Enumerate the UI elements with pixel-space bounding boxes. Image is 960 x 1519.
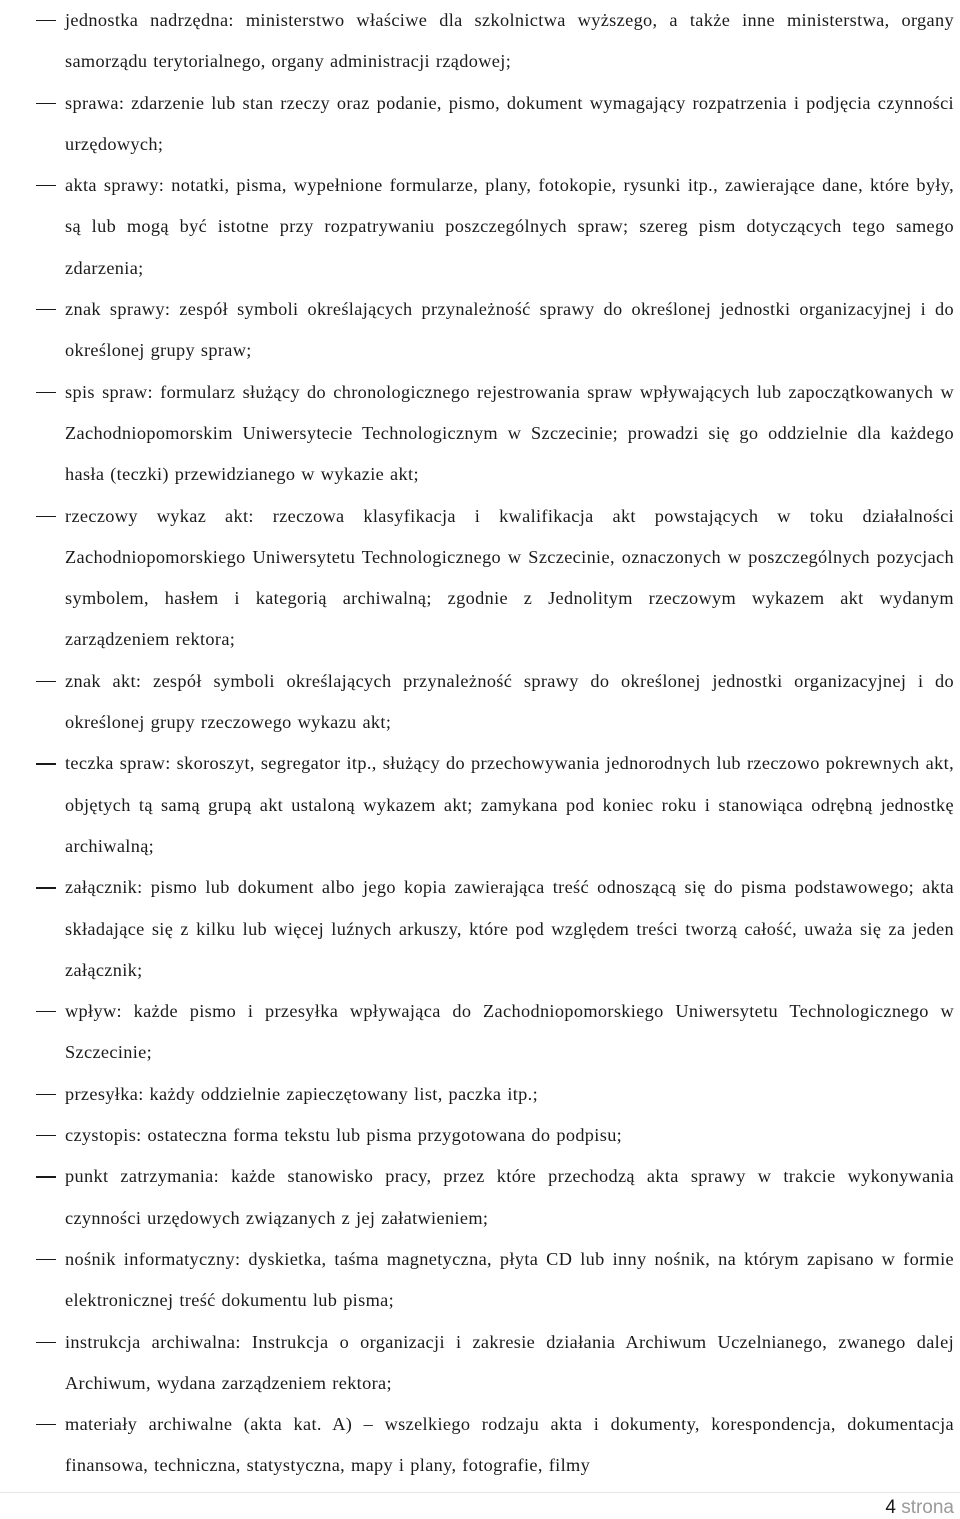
definition-text: przesyłka: każdy oddzielnie zapieczętowany list, paczka itp.; (65, 1083, 539, 1104)
dash-bullet (36, 1176, 56, 1177)
definition-text: teczka spraw: skoroszyt, segregator itp., służący do przechowywania jednorodnych lub rzeczowo pokrewnych akt, objętych tą samą grupą akt ustaloną wykazem akt; zamykana pod koniec roku i stanowiąca odrębną jednostkę archiwalną; (65, 753, 954, 856)
definition-item (0, 0, 960, 83)
dash-bullet (36, 1011, 56, 1012)
definition-text: załącznik: pismo lub dokument albo jego kopia zawierająca treść odnoszącą się do pisma podstawowego; akta składające się z kilku lub więcej luźnych arkuszy, które pod względem treści tworzą całość, uważa się za jeden załącznik; (65, 877, 954, 980)
definition-text: znak sprawy: zespół symboli określających przynależność sprawy do określonej jednostki organizacyjnej i do określonej grupy spraw; (65, 299, 954, 361)
dash-bullet (36, 763, 56, 764)
definition-item (0, 1156, 960, 1239)
definition-item (0, 867, 960, 991)
definition-text: nośnik informatyczny: dyskietka, taśma magnetyczna, płyta CD lub inny nośnik, na którym zapisano w formie elektronicznej treść dokumentu lub pisma; (65, 1248, 954, 1311)
definition-text: materiały archiwalne (akta kat. A) – wszelkiego rodzaju akta i dokumenty, korespondencja, dokumentacja finansowa, techniczna, statystyczna, mapy i plany, fotografie, filmy (65, 1414, 954, 1476)
dash-bullet (36, 1424, 56, 1425)
definition-text: rzeczowy wykaz akt: rzeczowa klasyfikacja i kwalifikacja akt powstających w toku działalności Zachodniopomorskiego Uniwersytetu Technologicznego w Szczecinie, oznaczonych w poszczególnych pozycjach symbolem, hasłem i kategorią archiwalną; zgodnie z Jednolitym rzeczowym wykazem akt wydanym zarządzeniem rektora; (65, 505, 954, 650)
definition-item (0, 661, 960, 744)
definition-item (0, 1115, 960, 1156)
definition-item (0, 1322, 960, 1405)
page-number-value: 4 (885, 1497, 896, 1518)
dash-bullet (36, 1135, 56, 1136)
definition-item (0, 991, 960, 1074)
definition-item (0, 1239, 960, 1322)
dash-bullet (36, 185, 56, 186)
dash-bullet (36, 1094, 56, 1095)
dash-bullet (36, 681, 56, 682)
definition-item (0, 1074, 960, 1115)
definition-item (0, 165, 960, 289)
definition-text: znak akt: zespół symboli określających przynależność sprawy do określonej jednostki organizacyjnej i do określonej grupy rzeczowego wykazu akt; (65, 670, 954, 733)
footer-divider (0, 1492, 960, 1493)
dash-bullet (36, 103, 56, 104)
page-number (885, 1497, 954, 1519)
definition-text: punkt zatrzymania: każde stanowisko pracy, przez które przechodzą akta sprawy w trakcie wykonywania czynności urzędowych związanych z jej załatwieniem; (65, 1166, 954, 1228)
page-number-label: strona (901, 1497, 954, 1518)
dash-bullet (36, 516, 56, 517)
dash-bullet (36, 1259, 56, 1260)
definition-text: spis spraw: formularz służący do chronologicznego rejestrowania spraw wpływających lub zapoczątkowanych w Zachodniopomorskim Uniwersytecie Technologicznym w Szczecinie; prowadzi się go oddzielnie dla każdego hasła (teczki) przewidzianego w wykazie akt; (65, 381, 954, 485)
definition-item (0, 372, 960, 496)
definition-item (0, 1404, 960, 1487)
definition-text: czystopis: ostateczna forma tekstu lub pisma przygotowana do podpisu; (65, 1125, 623, 1146)
dash-bullet (36, 887, 56, 888)
definition-item (0, 289, 960, 372)
definition-text: jednostka nadrzędna: ministerstwo właściwe dla szkolnictwa wyższego, a także inne ministerstwa, organy samorządu terytorialnego, organy administracji rządowej; (65, 10, 954, 72)
dash-bullet (36, 1342, 56, 1343)
definition-text: wpływ: każde pismo i przesyłka wpływająca do Zachodniopomorskiego Uniwersytetu Technologicznego w Szczecinie; (65, 1001, 954, 1063)
definition-item (0, 743, 960, 867)
definition-item (0, 83, 960, 166)
definition-text: sprawa: zdarzenie lub stan rzeczy oraz podanie, pismo, dokument wymagający rozpatrzenia i podjęcia czynności urzędowych; (65, 92, 954, 154)
dash-bullet (36, 309, 56, 310)
definition-text: akta sprawy: notatki, pisma, wypełnione formularze, plany, fotokopie, rysunki itp., zawierające dane, które były, są lub mogą być istotne przy rozpatrywaniu poszczególnych spraw; szereg pism dotyczących tego samego zdarzenia; (65, 175, 954, 278)
definition-text: instrukcja archiwalna: Instrukcja o organizacji i zakresie działania Archiwum Uczelnianego, zwanego dalej Archiwum, wydana zarządzeniem rektora; (65, 1331, 954, 1393)
dash-bullet (36, 392, 56, 393)
definition-item (0, 496, 960, 661)
dash-bullet (36, 20, 56, 21)
